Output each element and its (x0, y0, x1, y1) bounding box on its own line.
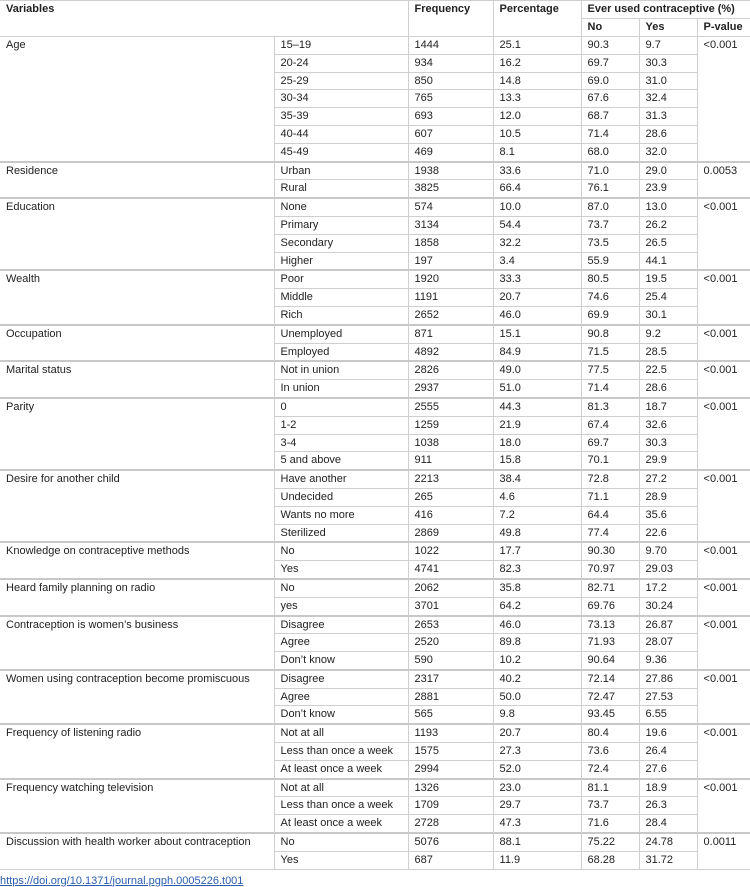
variable-cell: Parity (0, 398, 274, 470)
percentage-cell: 50.0 (493, 688, 581, 706)
percentage-cell: 7.2 (493, 506, 581, 524)
frequency-cell: 2213 (408, 470, 493, 488)
yes-cell: 28.07 (639, 634, 697, 652)
frequency-cell: 2826 (408, 361, 493, 379)
frequency-cell: 1938 (408, 162, 493, 180)
p-value-cell: <0.001 (697, 470, 750, 542)
no-cell: 81.3 (581, 398, 639, 416)
category-cell: Don’t know (274, 706, 408, 724)
no-cell: 69.76 (581, 597, 639, 615)
header-percentage: Percentage (493, 1, 581, 37)
frequency-cell: 1709 (408, 797, 493, 815)
percentage-cell: 16.2 (493, 54, 581, 72)
no-cell: 77.5 (581, 361, 639, 379)
frequency-cell: 3701 (408, 597, 493, 615)
yes-cell: 32.6 (639, 416, 697, 434)
frequency-cell: 1444 (408, 37, 493, 55)
header-p-value: P-value (697, 19, 750, 37)
category-cell: Less than once a week (274, 743, 408, 761)
table-row (0, 325, 750, 343)
variable-cell: Wealth (0, 270, 274, 324)
frequency-cell: 2728 (408, 815, 493, 833)
p-value-cell: <0.001 (697, 270, 750, 324)
no-cell: 90.8 (581, 325, 639, 343)
no-cell: 74.6 (581, 289, 639, 307)
category-cell: Employed (274, 343, 408, 361)
no-cell: 93.45 (581, 706, 639, 724)
category-cell: 30-34 (274, 90, 408, 108)
category-cell: Sterilized (274, 524, 408, 542)
no-cell: 70.97 (581, 561, 639, 579)
category-cell: Poor (274, 270, 408, 288)
table-body (0, 37, 750, 870)
frequency-cell: 3134 (408, 216, 493, 234)
no-cell: 73.7 (581, 216, 639, 234)
percentage-cell: 12.0 (493, 108, 581, 126)
category-cell: Yes (274, 851, 408, 869)
no-cell: 69.7 (581, 54, 639, 72)
table-row (0, 616, 750, 634)
percentage-cell: 17.7 (493, 542, 581, 560)
category-cell: Unemployed (274, 325, 408, 343)
table-row (0, 724, 750, 742)
yes-cell: 28.6 (639, 125, 697, 143)
no-cell: 73.6 (581, 743, 639, 761)
frequency-cell: 197 (408, 252, 493, 270)
yes-cell: 19.5 (639, 270, 697, 288)
percentage-cell: 82.3 (493, 561, 581, 579)
yes-cell: 27.6 (639, 760, 697, 778)
frequency-cell: 2994 (408, 760, 493, 778)
category-cell: Rich (274, 306, 408, 324)
percentage-cell: 4.6 (493, 488, 581, 506)
yes-cell: 9.70 (639, 542, 697, 560)
frequency-cell: 1575 (408, 743, 493, 761)
percentage-cell: 21.9 (493, 416, 581, 434)
variable-cell: Women using contraception become promiscuous (0, 670, 274, 724)
yes-cell: 18.7 (639, 398, 697, 416)
variable-cell: Heard family planning on radio (0, 579, 274, 616)
yes-cell: 35.6 (639, 506, 697, 524)
frequency-cell: 2937 (408, 380, 493, 398)
category-cell: Wants no more (274, 506, 408, 524)
frequency-cell: 934 (408, 54, 493, 72)
category-cell: At least once a week (274, 815, 408, 833)
percentage-cell: 13.3 (493, 90, 581, 108)
category-cell: None (274, 198, 408, 216)
category-cell: No (274, 833, 408, 851)
yes-cell: 30.3 (639, 54, 697, 72)
yes-cell: 22.5 (639, 361, 697, 379)
variable-cell: Education (0, 198, 274, 270)
frequency-cell: 4741 (408, 561, 493, 579)
no-cell: 69.0 (581, 72, 639, 90)
frequency-cell: 2062 (408, 579, 493, 597)
yes-cell: 22.6 (639, 524, 697, 542)
no-cell: 72.47 (581, 688, 639, 706)
no-cell: 75.22 (581, 833, 639, 851)
p-value-cell: <0.001 (697, 579, 750, 616)
variable-cell: Age (0, 37, 274, 162)
category-cell: 0 (274, 398, 408, 416)
p-value-cell: <0.001 (697, 670, 750, 724)
yes-cell: 23.9 (639, 180, 697, 198)
frequency-cell: 2881 (408, 688, 493, 706)
category-cell: 40-44 (274, 125, 408, 143)
no-cell: 73.7 (581, 797, 639, 815)
yes-cell: 31.0 (639, 72, 697, 90)
no-cell: 68.0 (581, 143, 639, 161)
no-cell: 71.4 (581, 380, 639, 398)
yes-cell: 26.87 (639, 616, 697, 634)
p-value-cell: <0.001 (697, 724, 750, 778)
category-cell: 45-49 (274, 143, 408, 161)
no-cell: 68.7 (581, 108, 639, 126)
header-yes: Yes (639, 19, 697, 37)
variable-cell: Contraception is women’s business (0, 616, 274, 670)
category-cell: Rural (274, 180, 408, 198)
category-cell: No (274, 579, 408, 597)
percentage-cell: 35.8 (493, 579, 581, 597)
yes-cell: 32.0 (639, 143, 697, 161)
yes-cell: 26.2 (639, 216, 697, 234)
category-cell: In union (274, 380, 408, 398)
yes-cell: 9.2 (639, 325, 697, 343)
no-cell: 55.9 (581, 252, 639, 270)
no-cell: 90.64 (581, 652, 639, 670)
p-value-cell: <0.001 (697, 398, 750, 470)
category-cell: Not at all (274, 779, 408, 797)
percentage-cell: 66.4 (493, 180, 581, 198)
category-cell: Agree (274, 688, 408, 706)
yes-cell: 6.55 (639, 706, 697, 724)
frequency-cell: 4892 (408, 343, 493, 361)
percentage-cell: 44.3 (493, 398, 581, 416)
percentage-cell: 15.1 (493, 325, 581, 343)
category-cell: Undecided (274, 488, 408, 506)
frequency-cell: 850 (408, 72, 493, 90)
no-cell: 82.71 (581, 579, 639, 597)
frequency-cell: 1193 (408, 724, 493, 742)
yes-cell: 29.0 (639, 162, 697, 180)
yes-cell: 31.72 (639, 851, 697, 869)
percentage-cell: 10.5 (493, 125, 581, 143)
percentage-cell: 10.0 (493, 198, 581, 216)
category-cell: 35-39 (274, 108, 408, 126)
table-row (0, 542, 750, 560)
frequency-cell: 469 (408, 143, 493, 161)
percentage-cell: 20.7 (493, 289, 581, 307)
yes-cell: 17.2 (639, 579, 697, 597)
no-cell: 71.5 (581, 343, 639, 361)
percentage-cell: 49.0 (493, 361, 581, 379)
no-cell: 73.5 (581, 234, 639, 252)
yes-cell: 30.3 (639, 434, 697, 452)
yes-cell: 28.6 (639, 380, 697, 398)
no-cell: 81.1 (581, 779, 639, 797)
frequency-cell: 765 (408, 90, 493, 108)
percentage-cell: 88.1 (493, 833, 581, 851)
category-cell: Primary (274, 216, 408, 234)
no-cell: 80.5 (581, 270, 639, 288)
category-cell: Not in union (274, 361, 408, 379)
yes-cell: 27.2 (639, 470, 697, 488)
category-cell: 15–19 (274, 37, 408, 55)
table-row (0, 398, 750, 416)
p-value-cell: 0.0011 (697, 833, 750, 869)
frequency-cell: 871 (408, 325, 493, 343)
yes-cell: 18.9 (639, 779, 697, 797)
table-row (0, 270, 750, 288)
no-cell: 67.4 (581, 416, 639, 434)
no-cell: 72.14 (581, 670, 639, 688)
no-cell: 72.8 (581, 470, 639, 488)
p-value-cell: <0.001 (697, 779, 750, 833)
yes-cell: 26.3 (639, 797, 697, 815)
frequency-cell: 1858 (408, 234, 493, 252)
yes-cell: 24.78 (639, 833, 697, 851)
category-cell: Less than once a week (274, 797, 408, 815)
variable-cell: Desire for another child (0, 470, 274, 542)
frequency-cell: 911 (408, 452, 493, 470)
p-value-cell: <0.001 (697, 361, 750, 398)
percentage-cell: 84.9 (493, 343, 581, 361)
frequency-cell: 2653 (408, 616, 493, 634)
variable-cell: Frequency watching television (0, 779, 274, 833)
p-value-cell: <0.001 (697, 616, 750, 670)
frequency-cell: 1191 (408, 289, 493, 307)
percentage-cell: 46.0 (493, 306, 581, 324)
no-cell: 71.4 (581, 125, 639, 143)
percentage-cell: 3.4 (493, 252, 581, 270)
yes-cell: 30.24 (639, 597, 697, 615)
percentage-cell: 20.7 (493, 724, 581, 742)
frequency-cell: 590 (408, 652, 493, 670)
no-cell: 67.6 (581, 90, 639, 108)
percentage-cell: 89.8 (493, 634, 581, 652)
p-value-cell: <0.001 (697, 198, 750, 270)
frequency-cell: 565 (408, 706, 493, 724)
table-row (0, 833, 750, 851)
no-cell: 69.7 (581, 434, 639, 452)
category-cell: 20-24 (274, 54, 408, 72)
category-cell: 5 and above (274, 452, 408, 470)
table-row (0, 779, 750, 797)
category-cell: 1-2 (274, 416, 408, 434)
yes-cell: 26.4 (639, 743, 697, 761)
no-cell: 76.1 (581, 180, 639, 198)
percentage-cell: 25.1 (493, 37, 581, 55)
percentage-cell: 14.8 (493, 72, 581, 90)
no-cell: 70.1 (581, 452, 639, 470)
category-cell: Disagree (274, 670, 408, 688)
frequency-cell: 2869 (408, 524, 493, 542)
header-no: No (581, 19, 639, 37)
yes-cell: 29.03 (639, 561, 697, 579)
doi-link[interactable]: https://doi.org/10.1371/journal.pgph.0005226.t001 (0, 874, 244, 887)
percentage-cell: 18.0 (493, 434, 581, 452)
p-value-cell: 0.0053 (697, 162, 750, 199)
no-cell: 90.30 (581, 542, 639, 560)
yes-cell: 9.36 (639, 652, 697, 670)
yes-cell: 29.9 (639, 452, 697, 470)
yes-cell: 32.4 (639, 90, 697, 108)
no-cell: 68.28 (581, 851, 639, 869)
table-row (0, 198, 750, 216)
yes-cell: 13.0 (639, 198, 697, 216)
header-variables: Variables (0, 1, 408, 37)
percentage-cell: 8.1 (493, 143, 581, 161)
frequency-cell: 5076 (408, 833, 493, 851)
percentage-cell: 47.3 (493, 815, 581, 833)
category-cell: Higher (274, 252, 408, 270)
frequency-cell: 1326 (408, 779, 493, 797)
no-cell: 71.0 (581, 162, 639, 180)
category-cell: Have another (274, 470, 408, 488)
category-cell: 3-4 (274, 434, 408, 452)
no-cell: 87.0 (581, 198, 639, 216)
category-cell: yes (274, 597, 408, 615)
no-cell: 71.93 (581, 634, 639, 652)
yes-cell: 27.86 (639, 670, 697, 688)
p-value-cell: <0.001 (697, 542, 750, 579)
frequency-cell: 2652 (408, 306, 493, 324)
yes-cell: 25.4 (639, 289, 697, 307)
variable-cell: Occupation (0, 325, 274, 362)
yes-cell: 26.5 (639, 234, 697, 252)
percentage-cell: 10.2 (493, 652, 581, 670)
frequency-cell: 416 (408, 506, 493, 524)
no-cell: 90.3 (581, 37, 639, 55)
percentage-cell: 29.7 (493, 797, 581, 815)
no-cell: 69.9 (581, 306, 639, 324)
category-cell: No (274, 542, 408, 560)
percentage-cell: 38.4 (493, 470, 581, 488)
category-cell: Don’t know (274, 652, 408, 670)
percentage-cell: 33.3 (493, 270, 581, 288)
no-cell: 71.6 (581, 815, 639, 833)
table-row (0, 361, 750, 379)
percentage-cell: 27.3 (493, 743, 581, 761)
percentage-cell: 32.2 (493, 234, 581, 252)
frequency-cell: 2317 (408, 670, 493, 688)
percentage-cell: 54.4 (493, 216, 581, 234)
no-cell: 72.4 (581, 760, 639, 778)
category-cell: Agree (274, 634, 408, 652)
frequency-cell: 1022 (408, 542, 493, 560)
frequency-cell: 3825 (408, 180, 493, 198)
percentage-cell: 15.8 (493, 452, 581, 470)
category-cell: Not at all (274, 724, 408, 742)
no-cell: 64.4 (581, 506, 639, 524)
yes-cell: 31.3 (639, 108, 697, 126)
percentage-cell: 49.8 (493, 524, 581, 542)
table-row (0, 579, 750, 597)
table-row (0, 670, 750, 688)
no-cell: 80.4 (581, 724, 639, 742)
frequency-cell: 1920 (408, 270, 493, 288)
frequency-cell: 1259 (408, 416, 493, 434)
category-cell: Disagree (274, 616, 408, 634)
frequency-cell: 693 (408, 108, 493, 126)
no-cell: 73.13 (581, 616, 639, 634)
yes-cell: 27.53 (639, 688, 697, 706)
no-cell: 77.4 (581, 524, 639, 542)
percentage-cell: 11.9 (493, 851, 581, 869)
variable-cell: Frequency of listening radio (0, 724, 274, 778)
category-cell: Yes (274, 561, 408, 579)
frequency-cell: 687 (408, 851, 493, 869)
frequency-cell: 2520 (408, 634, 493, 652)
table-row (0, 162, 750, 180)
variable-cell: Residence (0, 162, 274, 199)
no-cell: 71.1 (581, 488, 639, 506)
yes-cell: 28.5 (639, 343, 697, 361)
variable-cell: Knowledge on contraceptive methods (0, 542, 274, 579)
yes-cell: 28.9 (639, 488, 697, 506)
frequency-cell: 607 (408, 125, 493, 143)
p-value-cell: <0.001 (697, 325, 750, 362)
yes-cell: 19.6 (639, 724, 697, 742)
frequency-cell: 265 (408, 488, 493, 506)
category-cell: At least once a week (274, 760, 408, 778)
category-cell: Secondary (274, 234, 408, 252)
table-row (0, 470, 750, 488)
category-cell: Urban (274, 162, 408, 180)
category-cell: 25-29 (274, 72, 408, 90)
yes-cell: 9.7 (639, 37, 697, 55)
frequency-cell: 574 (408, 198, 493, 216)
percentage-cell: 64.2 (493, 597, 581, 615)
percentage-cell: 9.8 (493, 706, 581, 724)
category-cell: Middle (274, 289, 408, 307)
variable-cell: Marital status (0, 361, 274, 398)
frequency-cell: 1038 (408, 434, 493, 452)
frequency-cell: 2555 (408, 398, 493, 416)
yes-cell: 30.1 (639, 306, 697, 324)
percentage-cell: 23.0 (493, 779, 581, 797)
header-frequency: Frequency (408, 1, 493, 37)
percentage-cell: 51.0 (493, 380, 581, 398)
table-row (0, 37, 750, 55)
header-ever-used: Ever used contraceptive (%) (581, 1, 750, 19)
percentage-cell: 40.2 (493, 670, 581, 688)
percentage-cell: 33.6 (493, 162, 581, 180)
yes-cell: 44.1 (639, 252, 697, 270)
percentage-cell: 46.0 (493, 616, 581, 634)
variable-cell: Discussion with health worker about contraception (0, 833, 274, 869)
p-value-cell: <0.001 (697, 37, 750, 162)
percentage-cell: 52.0 (493, 760, 581, 778)
yes-cell: 28.4 (639, 815, 697, 833)
